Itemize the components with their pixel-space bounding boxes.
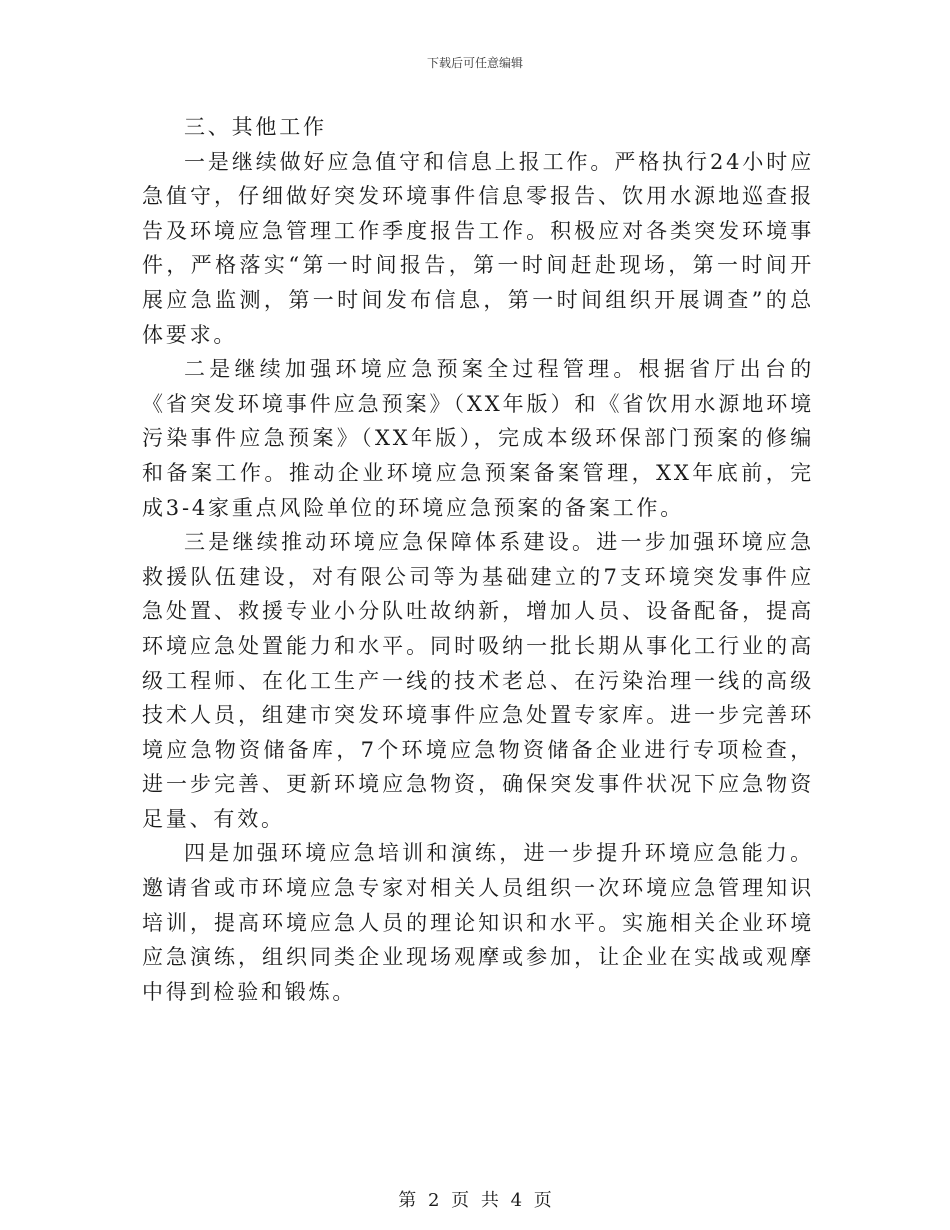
paragraph-1: 一是继续做好应急值守和信息上报工作。严格执行24小时应急值守，仔细做好突发环境事件信息零报告、饮用水源地巡查报告及环境应急管理工作季度报告工作。积极应对各类突发环境事件，严格落实“第一时间报告，第一时间赶赴现场，第一时间开展应急监测，第一时间发布信息，第一时间组织开展调查”的总体要求。 bbox=[142, 149, 814, 347]
paragraph-4: 四是加强环境应急培训和演练，进一步提升环境应急能力。邀请省或市环境应急专家对相关人员组织一次环境应急管理知识培训，提高环境应急人员的理论知识和水平。实施相关企业环境应急演练，组织同类企业现场观摩或参加，让企业在实战或观摩中得到检验和锻炼。 bbox=[142, 841, 814, 1004]
document-body bbox=[142, 110, 814, 1009]
paragraph-3: 三是继续推动环境应急保障体系建设。进一步加强环境应急救援队伍建设，对有限公司等为基础建立的7支环境突发事件应急处置、救援专业小分队吐故纳新，增加人员、设备配备，提高环境应急处置能力和水平。同时吸纳一批长期从事化工行业的高级工程师、在化工生产一线的技术老总、在污染治理一线的高级技术人员，组建市突发环境事件应急处置专家库。进一步完善环境应急物资储备库，7个环境应急物资储备企业进行专项检查，进一步完善、更新环境应急物资，确保突发事件状况下应急物资足量、有效。 bbox=[142, 530, 814, 831]
section-heading: 三、其他工作 bbox=[184, 115, 327, 139]
page-header-note: 下载后可任意编辑 bbox=[426, 56, 523, 70]
page-number-footer: 第 2 页 共 4 页 bbox=[398, 1190, 552, 1211]
paragraph-2: 二是继续加强环境应急预案全过程管理。根据省厅出台的《省突发环境事件应急预案》（XX年版）和《省饮用水源地环境污染事件应急预案》（XX年版），完成本级环保部门预案的修编和备案工作。推动企业环境应急预案备案管理，XX年底前，完成3-4家重点风险单位的环境应急预案的备案工作。 bbox=[142, 357, 814, 520]
